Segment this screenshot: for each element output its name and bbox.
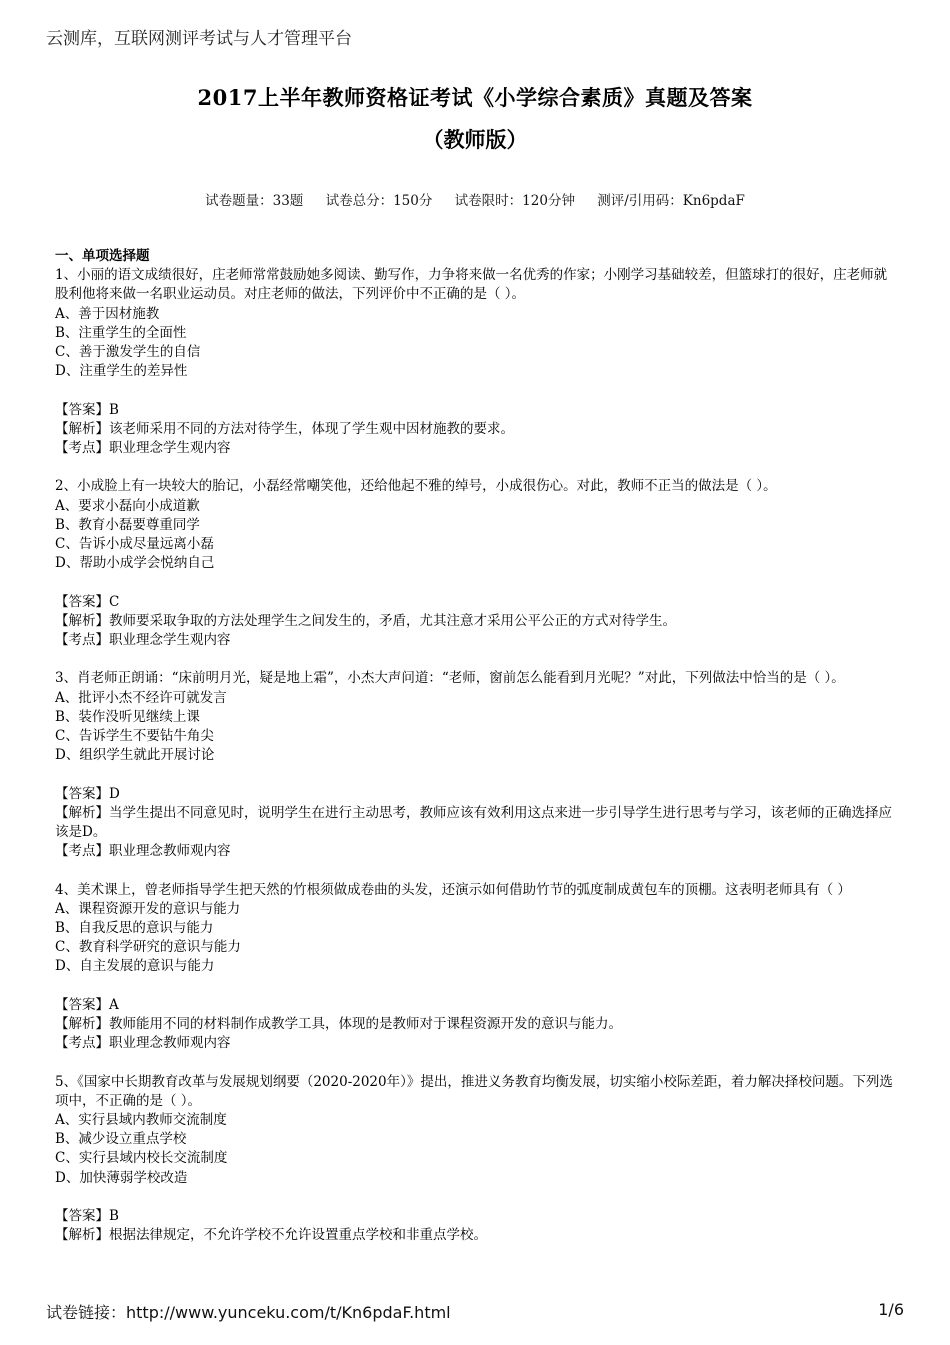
question-stem: 2、小成脸上有一块较大的胎记，小磊经常嘲笑他，还给他起不雅的绰号，小成很伤心。对此，教师不正当的做法是（ ）。 — [55, 478, 777, 495]
question-stem: 1、小丽的语文成绩很好，庄老师常常鼓励她多阅读、勤写作，力争将来做一名优秀的作家；小刚学习基础较差，但篮球打的很好，庄老师就股利他将来做一名职业运动员。对庄老师的做法，下列评价中不正确的是（ ）。 — [55, 267, 888, 303]
meta-code: 测评/引用码：Kn6pdaF — [597, 193, 745, 209]
option-d: D、帮助小成学会悦纳自己 — [55, 555, 215, 572]
option-a: A、实行县域内教师交流制度 — [55, 1112, 227, 1129]
option-c: C、告诉小成尽量远离小磊 — [55, 536, 214, 553]
analysis-label: 【解析】 — [55, 420, 109, 437]
section-title: 一、单项选择题 — [55, 248, 150, 264]
option-d: D、加快薄弱学校改造 — [55, 1169, 188, 1186]
point-label: 【考点】 — [55, 1035, 109, 1052]
analysis-line — [55, 804, 897, 842]
meta-time: 试卷限时：120分钟 — [454, 193, 575, 209]
page-number: 1/6 — [878, 1300, 904, 1319]
answer-value: A — [109, 996, 119, 1013]
analysis-text: 根据法律规定，不允许学校不允许设置重点学校和非重点学校。 — [109, 1227, 487, 1244]
point-text: 职业理念学生观内容 — [109, 440, 231, 457]
point-line — [55, 842, 897, 861]
analysis-line — [55, 1015, 897, 1034]
footer-link[interactable]: http://www.yunceku.com/t/Kn6pdaF.html — [126, 1303, 451, 1322]
option-a: A、课程资源开发的意识与能力 — [55, 900, 241, 917]
answer-label: 【答案】 — [55, 785, 109, 802]
option-b: B、减少设立重点学校 — [55, 1131, 187, 1148]
answer-label: 【答案】 — [55, 996, 109, 1013]
answer-line — [55, 996, 897, 1015]
point-label: 【考点】 — [55, 632, 109, 649]
answer-value: D — [109, 785, 120, 802]
option-b: B、教育小磊要尊重同学 — [55, 516, 200, 533]
question-1 — [55, 266, 897, 477]
option-d: D、注重学生的差异性 — [55, 363, 188, 380]
analysis-text: 教师要采取争取的方法处理学生之间发生的，矛盾，尤其注意才采用公平公正的方式对待学生。 — [109, 612, 676, 629]
answer-line — [55, 1207, 897, 1226]
analysis-line — [55, 612, 897, 631]
analysis-label: 【解析】 — [55, 612, 109, 629]
option-b: B、自我反思的意识与能力 — [55, 920, 214, 937]
option-b: B、注重学生的全面性 — [55, 324, 187, 341]
analysis-label: 【解析】 — [55, 804, 109, 821]
point-text: 职业理念教师观内容 — [109, 1035, 231, 1052]
question-stem: 4、美术课上，曾老师指导学生把天然的竹根须做成卷曲的头发，还演示如何借助竹节的弧度制成黄包车的顶棚。这表明老师具有（ ） — [55, 881, 851, 898]
analysis-text: 该老师采用不同的方法对待学生，体现了学生观中因材施教的要求。 — [109, 420, 514, 437]
exam-meta — [0, 189, 950, 209]
option-c: C、教育科学研究的意识与能力 — [55, 939, 241, 956]
point-label: 【考点】 — [55, 440, 109, 457]
option-c: C、善于激发学生的自信 — [55, 344, 201, 361]
page-footer — [46, 1300, 904, 1323]
analysis-line — [55, 420, 897, 439]
point-line — [55, 631, 897, 650]
answer-label: 【答案】 — [55, 1208, 109, 1225]
option-c: C、实行县域内校长交流制度 — [55, 1150, 228, 1167]
analysis-text: 当学生提出不同意见时，说明学生在进行主动思考，教师应该有效利用这点来进一步引导学生进行思考与学习，该老师的正确选择应该是D。 — [55, 804, 892, 841]
point-line — [55, 439, 897, 458]
option-d: D、组织学生就此开展讨论 — [55, 747, 215, 764]
site-header: 云测库，互联网测评考试与人才管理平台 — [46, 29, 352, 49]
question-4 — [55, 881, 897, 1073]
footer-link-label: 试卷链接： — [46, 1303, 127, 1322]
answer-value: B — [109, 1208, 119, 1225]
analysis-label: 【解析】 — [55, 1016, 109, 1033]
answer-value: B — [109, 401, 119, 418]
meta-count: 试卷题量：33题 — [205, 193, 304, 209]
meta-score: 试卷总分：150分 — [325, 193, 433, 209]
point-text: 职业理念学生观内容 — [109, 632, 231, 649]
option-b: B、装作没听见继续上课 — [55, 708, 200, 725]
question-stem: 3、肖老师正朗诵：“床前明月光，疑是地上霜”，小杰大声问道：“老师，窗前怎么能看到月光呢？”对此，下列做法中恰当的是（ ）。 — [55, 670, 845, 687]
document-title: 2017上半年教师资格证考试《小学综合素质》真题及答案 — [197, 85, 753, 110]
option-c: C、告诉学生不要钻牛角尖 — [55, 728, 214, 745]
analysis-line — [55, 1226, 897, 1245]
document-subtitle: （教师版） — [422, 127, 528, 152]
analysis-label: 【解析】 — [55, 1227, 109, 1244]
question-stem: 5、《国家中长期教育改革与发展规划纲要（2020-2020年）》提出，推进义务教育均衡发展，切实缩小校际差距，着力解决择校问题。下列选项中，不正确的是（ ）。 — [55, 1073, 893, 1109]
answer-line — [55, 593, 897, 612]
option-a: A、批评小杰不经许可就发言 — [55, 689, 227, 706]
question-list — [55, 247, 897, 1245]
point-text: 职业理念教师观内容 — [109, 843, 231, 860]
analysis-text: 教师能用不同的材料制作成教学工具，体现的是教师对于课程资源开发的意识与能力。 — [109, 1016, 622, 1033]
question-2 — [55, 477, 897, 669]
option-a: A、善于因材施教 — [55, 305, 160, 322]
answer-value: C — [109, 593, 120, 610]
question-5 — [55, 1073, 897, 1246]
point-label: 【考点】 — [55, 843, 109, 860]
answer-label: 【答案】 — [55, 401, 109, 418]
answer-line — [55, 401, 897, 420]
option-a: A、要求小磊向小成道歉 — [55, 497, 200, 514]
answer-line — [55, 785, 897, 804]
point-line — [55, 1034, 897, 1053]
option-d: D、自主发展的意识与能力 — [55, 958, 215, 975]
question-3 — [55, 669, 897, 880]
answer-label: 【答案】 — [55, 593, 109, 610]
